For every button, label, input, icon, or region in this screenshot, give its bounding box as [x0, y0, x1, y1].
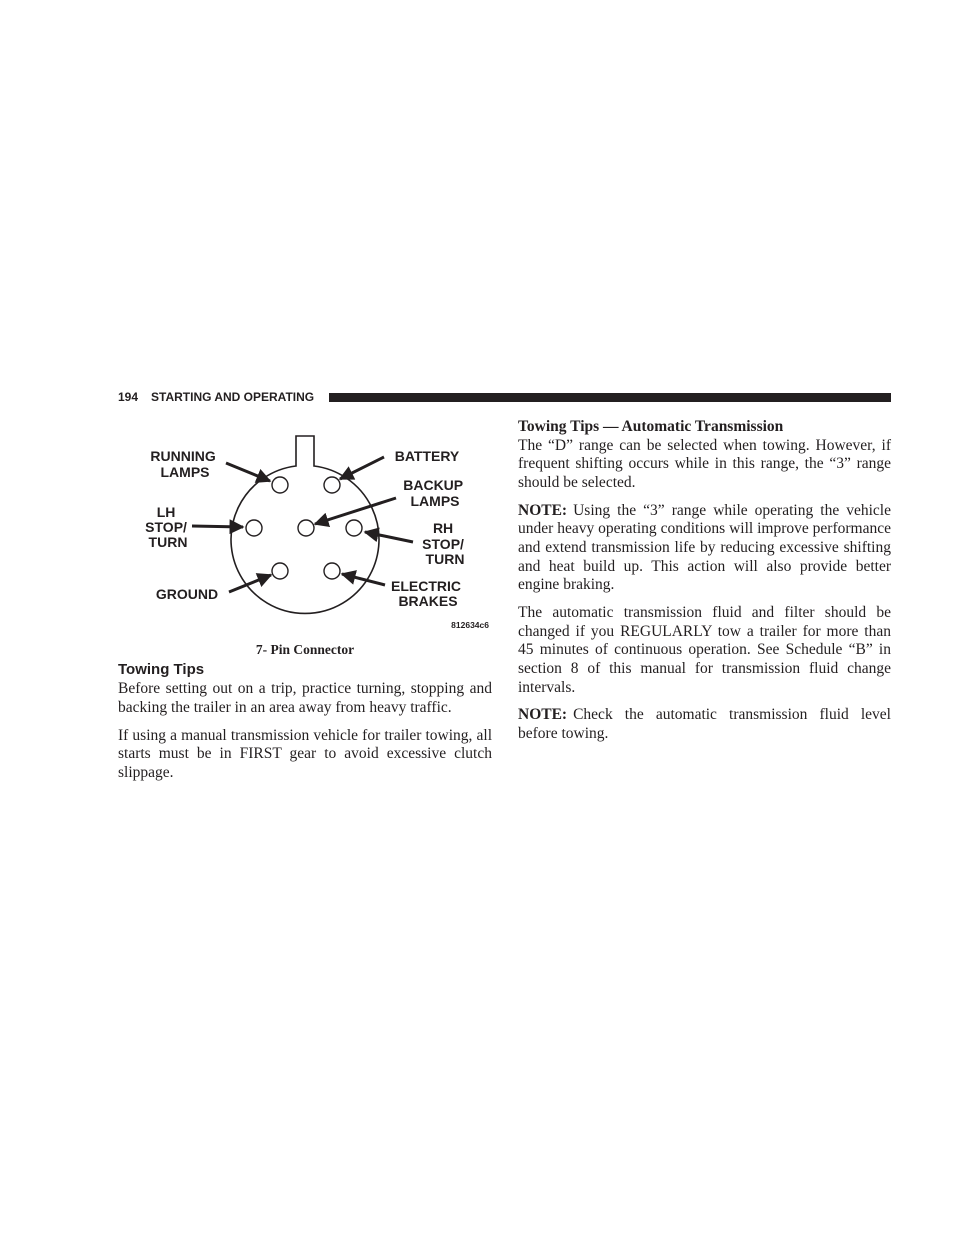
pin-ground: [272, 563, 288, 579]
arrow-battery: [340, 457, 384, 479]
towing-tips-paragraph-1: Before setting out on a trip, practice turning, stopping and backing the trailer in an area away from heavy traffic.: [118, 680, 492, 716]
seven-pin-connector-diagram: [118, 420, 492, 662]
pin-running-lamps: [272, 477, 288, 493]
left-column: [118, 660, 492, 792]
page-header: [118, 389, 891, 405]
note-2-label: NOTE:: [518, 706, 568, 724]
label-electric-brakes: ELECTRIC BRAKES: [391, 578, 462, 609]
arrow-rh-stop-turn: [365, 532, 413, 542]
right-column: [518, 418, 891, 753]
note-1-label: NOTE:: [518, 501, 568, 519]
note-2-text: Check the automatic transmission fluid level before towing.: [518, 706, 891, 743]
page-number: 194: [118, 390, 139, 404]
label-running-lamps: RUNNING LAMPS: [150, 448, 216, 480]
section-title: STARTING AND OPERATING: [151, 390, 315, 404]
label-lh-stop-turn: LH STOP/ TURN: [145, 504, 188, 550]
towing-tips-heading: Towing Tips: [118, 661, 205, 678]
note-1-text: Using the “3” range while operating the vehicle under heavy operating conditions will improve performance and extend transmission life by reducing excessive shifting and heat build up. This action will also provide better engine braking.: [518, 501, 891, 594]
connector-svg: [118, 420, 492, 662]
automatic-transmission-heading: Towing Tips — Automatic Transmission: [518, 418, 784, 435]
header-rule: [329, 393, 891, 402]
pin-lh-stop-turn: [246, 520, 262, 536]
figure-code: 812634c6: [451, 620, 489, 630]
pin-battery: [324, 477, 340, 493]
note-2: [518, 706, 891, 743]
automatic-transmission-paragraph-2: The automatic transmission fluid and filter should be changed if you REGULARLY tow a trailer for more than 45 minutes of continuous operation. See Schedule “B” in section 8 of this manual for transmission fluid change intervals.: [518, 604, 891, 696]
note-1: [518, 502, 891, 595]
figure-caption: 7- Pin Connector: [255, 642, 355, 657]
towing-tips-paragraph-2: If using a manual transmission vehicle for trailer towing, all starts must be in FIRST gear to avoid excessive clutch slippage.: [118, 726, 492, 781]
pin-electric-brakes: [324, 563, 340, 579]
arrow-electric-brakes: [342, 574, 385, 585]
label-battery: BATTERY: [394, 448, 460, 464]
pin-center-backup-lamps: [298, 520, 314, 536]
label-rh-stop-turn: RH STOP/ TURN: [422, 520, 465, 567]
connector-outline: [231, 436, 379, 613]
label-backup-lamps: BACKUP LAMPS: [403, 477, 463, 509]
arrow-lh-stop-turn: [192, 526, 243, 527]
label-ground: GROUND: [155, 586, 219, 602]
pin-rh-stop-turn: [346, 520, 362, 536]
arrow-running-lamps: [226, 463, 270, 481]
automatic-transmission-paragraph-1: The “D” range can be selected when towing. However, if frequent shifting occurs while in this range, the “3” range should be selected.: [518, 436, 891, 491]
